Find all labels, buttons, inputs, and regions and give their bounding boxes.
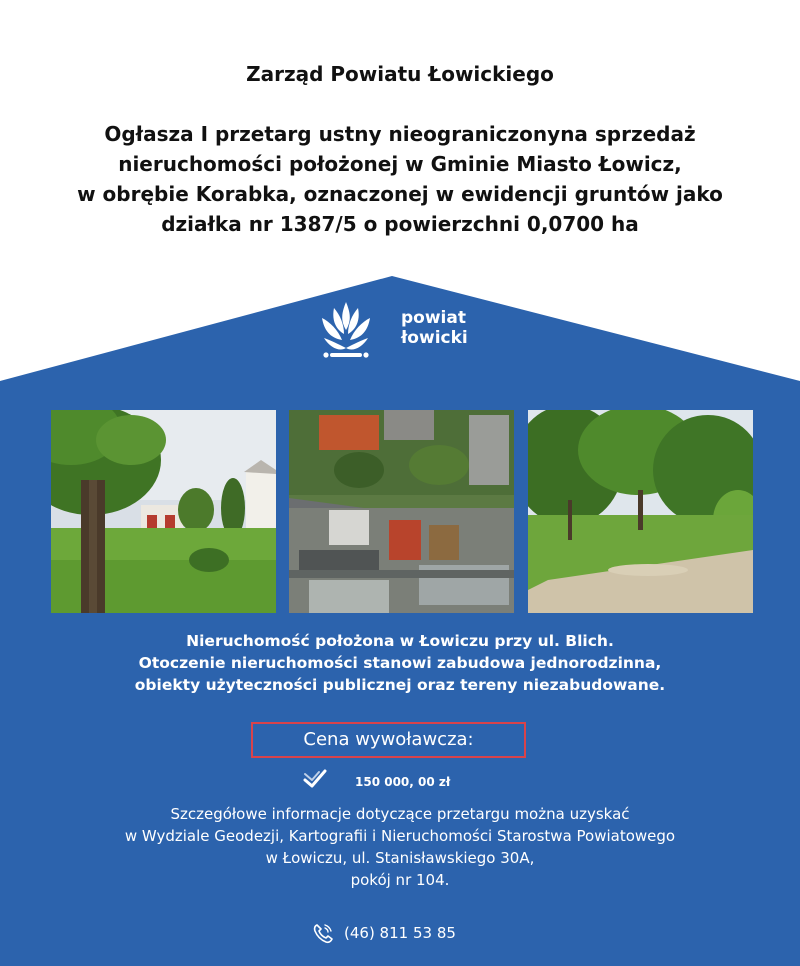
title-line: działka nr 1387/5 o powierzchni 0,0700 ha <box>161 212 639 236</box>
property-description <box>0 630 800 696</box>
announcement-title <box>0 119 800 239</box>
description-line: Nieruchomość położona w Łowiczu przy ul. Blich. <box>186 632 614 650</box>
price-value: 150 000, 00 zł <box>355 775 451 789</box>
logo-text <box>401 308 468 348</box>
title-line: Ogłasza I przetarg ustny nieograniczonyna sprzedaż <box>104 122 696 146</box>
logo-line: łowicki <box>401 328 468 348</box>
flower-logo-icon <box>316 298 376 360</box>
description-line: Otoczenie nieruchomości stanowi zabudowa jednorodzinna, <box>138 654 662 672</box>
contact-info <box>0 803 800 891</box>
announcement-header <box>0 0 800 290</box>
organization-name: Zarząd Powiatu Łowickiego <box>246 62 554 86</box>
info-line: w Łowiczu, ul. Stanisławskiego 30A, <box>265 849 535 867</box>
title-line: nieruchomości położonej w Gminie Miasto Łowicz, <box>118 152 682 176</box>
tree-lawn-photo <box>51 410 276 613</box>
info-line: Szczegółowe informacje dotyczące przetargu można uzyskać <box>170 805 630 823</box>
roof-shape <box>0 274 800 382</box>
price-label-box: Cena wywoławcza: <box>251 722 526 758</box>
title-line: w obrębie Korabka, oznaczonej w ewidencji gruntów jako <box>77 182 723 206</box>
phone-icon <box>312 922 334 944</box>
plot-meadow-photo <box>528 410 753 613</box>
info-line: w Wydziale Geodezji, Kartografii i Nieruchomości Starostwa Powiatowego <box>124 827 676 845</box>
aerial-map-photo <box>289 410 514 613</box>
description-line: obiekty użyteczności publicznej oraz tereny niezabudowane. <box>134 676 666 694</box>
info-line: pokój nr 104. <box>350 871 450 889</box>
checkmark-icon <box>302 768 328 790</box>
logo-line: powiat <box>401 308 466 328</box>
phone-number: (46) 811 53 85 <box>344 924 456 942</box>
